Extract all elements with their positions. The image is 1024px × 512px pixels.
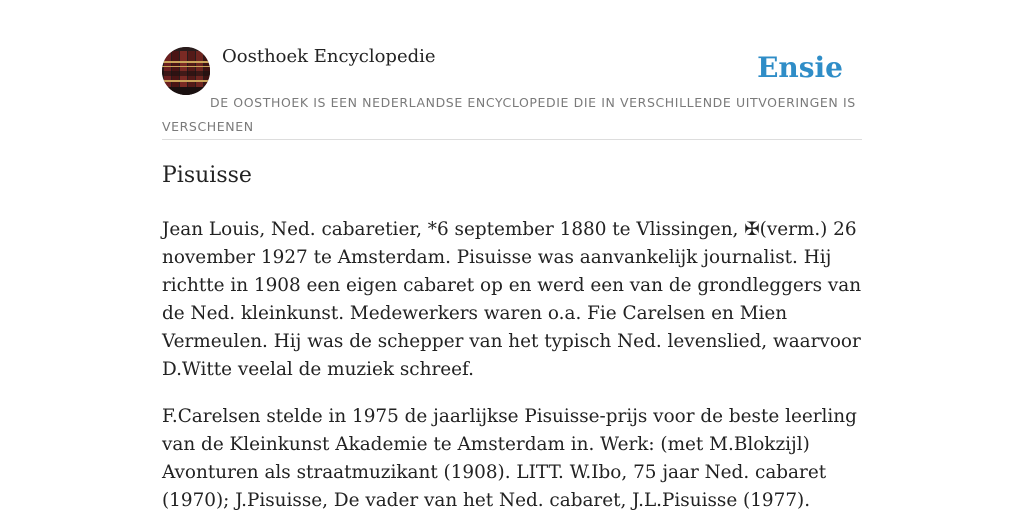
site-title[interactable]: Oosthoek Encyclopedie xyxy=(222,46,436,67)
article-paragraph: Jean Louis, Ned. cabaretier, *6 september 1880 te Vlissingen, ✠(verm.) 26 november 1927 te Amsterdam. Pisuisse was aanvankelijk journalist. Hij richtte in 1908 een eigen cabaret op en werd een van de grondleggers van de Ned. kleinkunst. Medewerkers waren o.a. Fie Carelsen en Mien Vermeulen. Hij was de schepper van het typisch Ned. levenslied, waarvoor D.Witte veelal de muziek schreef. xyxy=(162,219,862,380)
article-paragraph: F.Carelsen stelde in 1975 de jaarlijkse Pisuisse-prijs voor de beste leerling van de Kleinkunst Akademie te Amsterdam in. Werk: (met M.Blokzijl) Avonturen als straatmuzikant (1908). LITT. W.Ibo, 75 jaar Ned. cabaret (1970); J.Pisuisse, De vader van het Ned. cabaret, J.L.Pisuisse (1977). xyxy=(162,406,857,511)
header-divider xyxy=(162,139,862,140)
article-body xyxy=(162,216,862,512)
site-tagline: DE OOSTHOEK IS EEN NEDERLANDSE ENCYCLOPEDIE DIE IN VERSCHILLENDE UITVOERINGEN IS VERSCHENEN xyxy=(162,95,856,134)
page-container xyxy=(162,0,862,512)
page-title: Pisuisse xyxy=(162,163,252,188)
encyclopedia-books-icon[interactable] xyxy=(162,47,210,95)
brand-logo[interactable]: Ensie xyxy=(757,51,843,84)
